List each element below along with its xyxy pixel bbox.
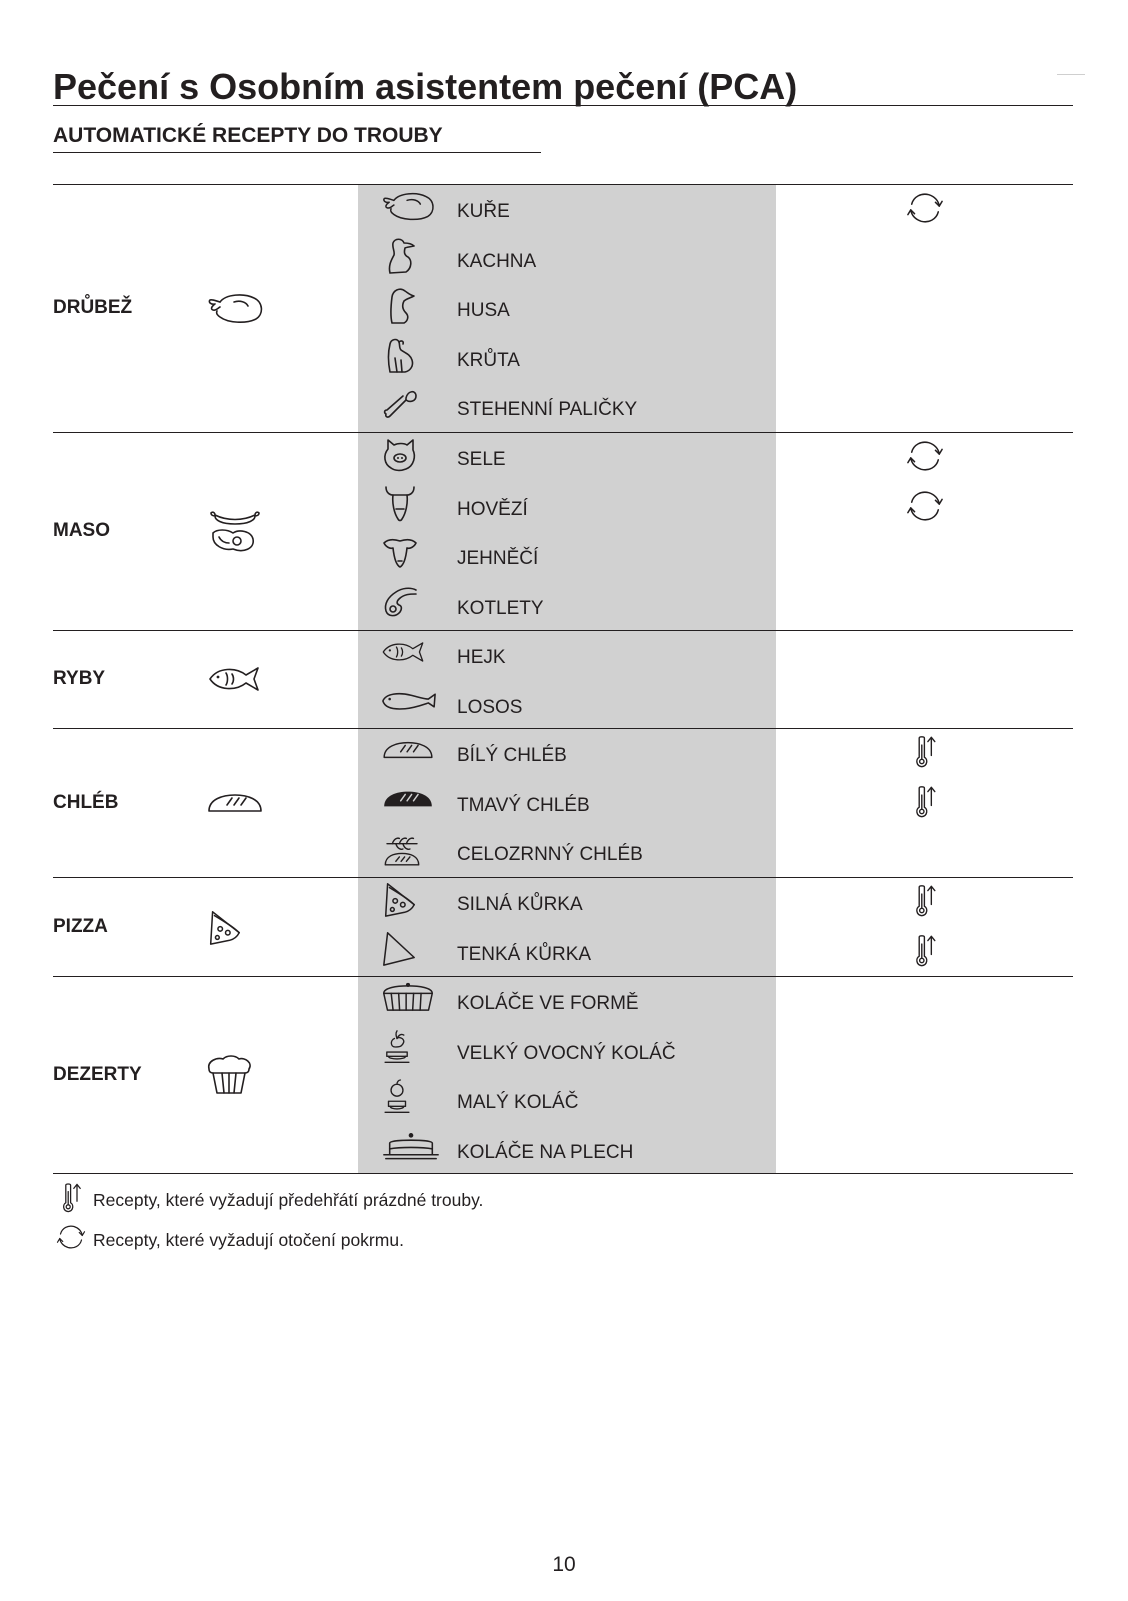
recipe-label: KUŘE xyxy=(457,201,510,222)
legend-item xyxy=(53,1182,753,1216)
recipe-label: SILNÁ KŮRKA xyxy=(457,894,583,915)
fish-icon xyxy=(205,663,263,695)
category-label: PIZZA xyxy=(53,915,108,937)
category-label: DRŮBEŽ xyxy=(53,297,133,318)
recipe-row xyxy=(380,729,770,778)
recipe-row xyxy=(380,383,770,432)
turkey-icon xyxy=(380,334,420,374)
pizza-icon xyxy=(205,908,243,946)
cow-icon xyxy=(380,483,420,523)
recipe-row xyxy=(380,1027,770,1076)
recipe-row xyxy=(380,928,770,977)
recipe-label: BÍLÝ CHLÉB xyxy=(457,745,567,766)
page-number: 10 xyxy=(552,1553,576,1576)
duck-icon xyxy=(380,235,420,275)
recipe-label: KACHNA xyxy=(457,250,537,272)
muffin-icon xyxy=(205,1053,253,1097)
recipe-label: SELE xyxy=(457,449,506,470)
recipe-row xyxy=(380,483,770,532)
recipe-label: HUSA xyxy=(457,300,510,321)
preheat-icon xyxy=(914,932,940,970)
lamb-icon xyxy=(380,533,420,573)
meat-icon xyxy=(205,507,265,555)
tin-cake-icon xyxy=(380,981,436,1015)
recipe-row xyxy=(380,185,770,234)
drumstick-icon xyxy=(380,384,420,424)
goose-icon xyxy=(380,285,420,325)
legend-text: Recepty, které vyžadují předehřátí prázdné trouby. xyxy=(93,1190,484,1210)
category-label: RYBY xyxy=(53,668,106,689)
chicken-icon xyxy=(380,189,438,223)
recipe-label: STEHENNÍ PALIČKY xyxy=(457,399,638,420)
legend-item xyxy=(53,1222,753,1256)
recipe-label: KOLÁČE VE FORMĚ xyxy=(457,993,639,1014)
large-fruit-cake-icon xyxy=(380,1027,414,1067)
preheat-icon xyxy=(914,733,940,771)
pizza-icon xyxy=(380,880,418,918)
recipe-label: JEHNĚČÍ xyxy=(457,548,539,569)
wholegrain-bread-icon xyxy=(380,829,424,869)
recipe-label: VELKÝ OVOCNÝ KOLÁČ xyxy=(457,1042,676,1064)
recipe-row xyxy=(380,284,770,333)
turn-food-icon xyxy=(905,437,945,475)
recipe-label: HOVĚZÍ xyxy=(457,498,528,520)
bread-icon xyxy=(205,791,265,815)
recipe-label: LOSOS xyxy=(457,696,523,718)
recipe-label: TENKÁ KŮRKA xyxy=(457,943,592,965)
recipe-label: KRŮTA xyxy=(457,349,520,371)
tray-cake-icon xyxy=(380,1129,442,1163)
pig-icon xyxy=(380,434,420,474)
turn-food-icon xyxy=(905,487,945,525)
preheat-icon xyxy=(914,882,940,920)
recipe-row xyxy=(380,1126,770,1175)
recipe-row xyxy=(380,977,770,1026)
recipe-label: CELOZRNNÝ CHLÉB xyxy=(457,844,643,865)
recipe-row xyxy=(380,828,770,877)
recipe-row xyxy=(380,779,770,828)
small-cake-icon xyxy=(380,1077,414,1117)
dark-bread-icon xyxy=(380,788,436,810)
section-subtitle: AUTOMATICKÉ RECEPTY DO TROUBY xyxy=(53,124,541,153)
page-title: Pečení s Osobním asistentem pečení (PCA) xyxy=(53,66,1073,106)
recipe-label: KOLÁČE NA PLECH xyxy=(457,1141,634,1163)
turn-food-icon xyxy=(905,189,945,227)
chop-icon xyxy=(380,582,420,622)
preheat-icon xyxy=(914,783,940,821)
salmon-icon xyxy=(380,687,438,715)
thin-pizza-icon xyxy=(380,929,418,967)
category-label: MASO xyxy=(53,520,110,541)
preheat-icon xyxy=(61,1182,85,1214)
recipe-row xyxy=(380,1076,770,1125)
recipe-row xyxy=(380,878,770,927)
recipe-row xyxy=(380,235,770,284)
turn-food-icon xyxy=(55,1222,87,1252)
recipe-row xyxy=(380,334,770,383)
recipe-row xyxy=(380,532,770,581)
category-label: CHLÉB xyxy=(53,791,119,813)
bread-icon xyxy=(380,739,436,761)
category-label: DEZERTY xyxy=(53,1063,142,1085)
recipe-label: KOTLETY xyxy=(457,597,544,619)
recipe-row xyxy=(380,433,770,482)
recipe-label: MALÝ KOLÁČ xyxy=(457,1092,579,1113)
legend-text: Recepty, které vyžadují otočení pokrmu. xyxy=(93,1230,404,1250)
fish-icon xyxy=(380,638,426,666)
recipe-label: HEJK xyxy=(457,647,506,668)
chicken-icon xyxy=(205,290,267,326)
recipe-row xyxy=(380,582,770,631)
recipe-row xyxy=(380,681,770,730)
recipe-row xyxy=(380,631,770,680)
recipe-label: TMAVÝ CHLÉB xyxy=(457,794,590,816)
